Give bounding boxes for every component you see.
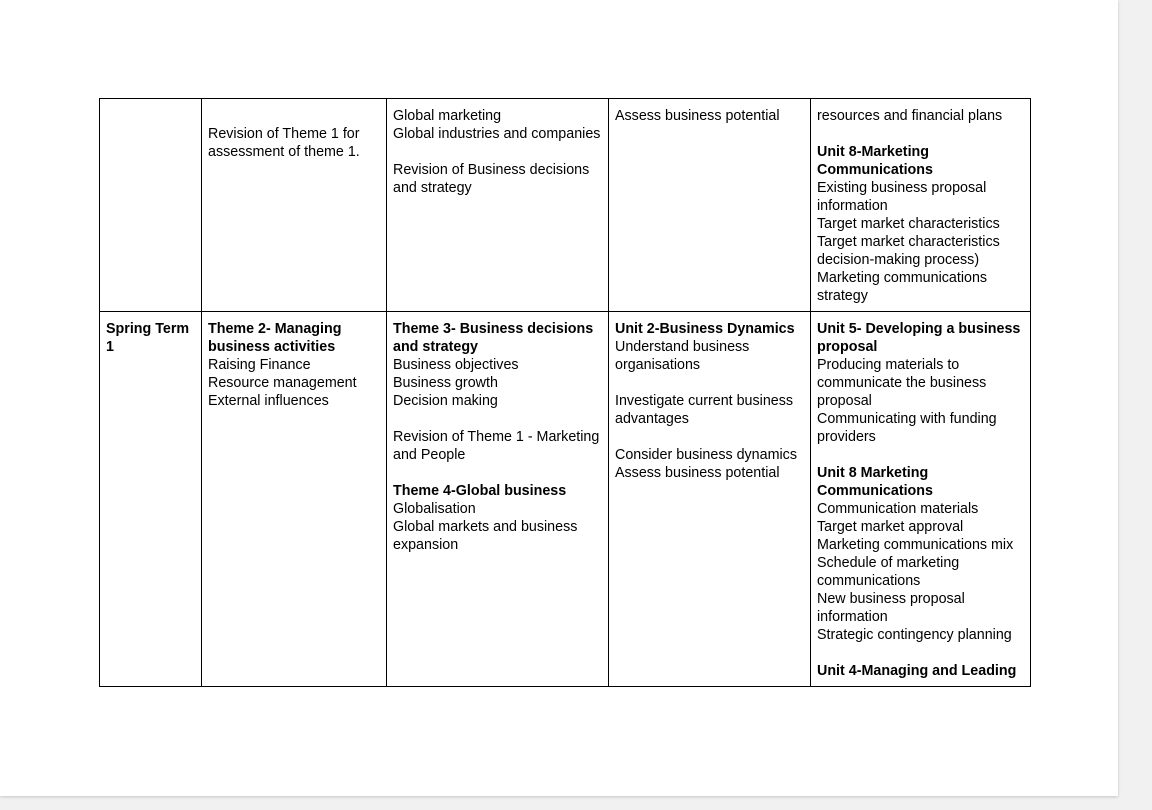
section-heading: Unit 2-Business Dynamics — [615, 321, 795, 337]
topic-line: Target market approval — [817, 519, 964, 535]
section-heading: Unit 8 Marketing Communications — [817, 465, 933, 499]
topic-line: Revision of Theme 1 for assessment of theme 1. — [208, 126, 360, 160]
topic-line: New business proposal information — [817, 591, 965, 625]
cell-col2 — [387, 312, 609, 687]
topic-line: Business objectives — [393, 357, 519, 373]
topic-line: Globalisation — [393, 501, 476, 517]
topic-line: Consider business dynamics — [615, 447, 797, 463]
topic-line: Investigate current business advantages — [615, 393, 794, 427]
section-heading: Unit 4-Managing and Leading — [817, 663, 1017, 679]
topic-line: Marketing communications strategy — [817, 270, 988, 304]
topic-line: Communicating with funding providers — [817, 411, 997, 445]
paragraph-gap — [817, 644, 1024, 662]
paragraph-gap — [615, 428, 804, 446]
topic-line — [208, 107, 380, 125]
topic-line: Existing business proposal information — [817, 180, 987, 214]
table-row — [100, 312, 1031, 687]
topic-line: Global markets and business expansion — [393, 519, 578, 553]
paragraph-gap — [615, 374, 804, 392]
topic-line: Strategic contingency planning — [817, 627, 1012, 643]
topic-line: Schedule of marketing communications — [817, 555, 960, 589]
section-heading: Unit 5- Developing a business proposal — [817, 321, 1021, 355]
cell-col4 — [811, 99, 1031, 312]
topic-line: Resource management — [208, 375, 357, 391]
section-heading: Theme 2- Managing business activities — [208, 321, 342, 355]
topic-line: Understand business organisations — [615, 339, 750, 373]
topic-line: Assess business potential — [615, 108, 780, 124]
topic-line: Raising Finance — [208, 357, 311, 373]
topic-line: Decision making — [393, 393, 498, 409]
paragraph-gap — [393, 464, 602, 482]
cell-col1 — [202, 99, 387, 312]
topic-line: Global industries and companies — [393, 126, 601, 142]
cell-col3 — [609, 99, 811, 312]
paragraph-gap — [817, 446, 1024, 464]
term-cell — [100, 99, 202, 312]
topic-line: Marketing communications mix — [817, 537, 1014, 553]
paragraph-gap — [393, 143, 602, 161]
topic-line: Business growth — [393, 375, 498, 391]
topic-line: Producing materials to communicate the business proposal — [817, 357, 987, 409]
topic-line: Target market characteristics decision-making process) — [817, 234, 1000, 268]
cell-col4 — [811, 312, 1031, 687]
topic-line: Global marketing — [393, 108, 502, 124]
section-heading: Theme 3- Business decisions and strategy — [393, 321, 594, 355]
paragraph-gap — [393, 410, 602, 428]
paragraph-gap — [817, 125, 1024, 143]
topic-line: Assess business potential — [615, 465, 780, 481]
section-heading: Theme 4-Global business — [393, 483, 567, 499]
topic-line: Revision of Business decisions and strategy — [393, 162, 590, 196]
cell-col1 — [202, 312, 387, 687]
term-cell: Spring Term 1 — [100, 312, 202, 687]
topic-line: Revision of Theme 1 - Marketing and People — [393, 429, 600, 463]
curriculum-table — [99, 98, 1031, 687]
topic-line: resources and financial plans — [817, 108, 1003, 124]
cell-col2 — [387, 99, 609, 312]
section-heading: Unit 8-Marketing Communications — [817, 144, 933, 178]
topic-line: Target market characteristics — [817, 216, 1000, 232]
cell-col3 — [609, 312, 811, 687]
table-row — [100, 99, 1031, 312]
topic-line: Communication materials — [817, 501, 979, 517]
topic-line: External influences — [208, 393, 329, 409]
